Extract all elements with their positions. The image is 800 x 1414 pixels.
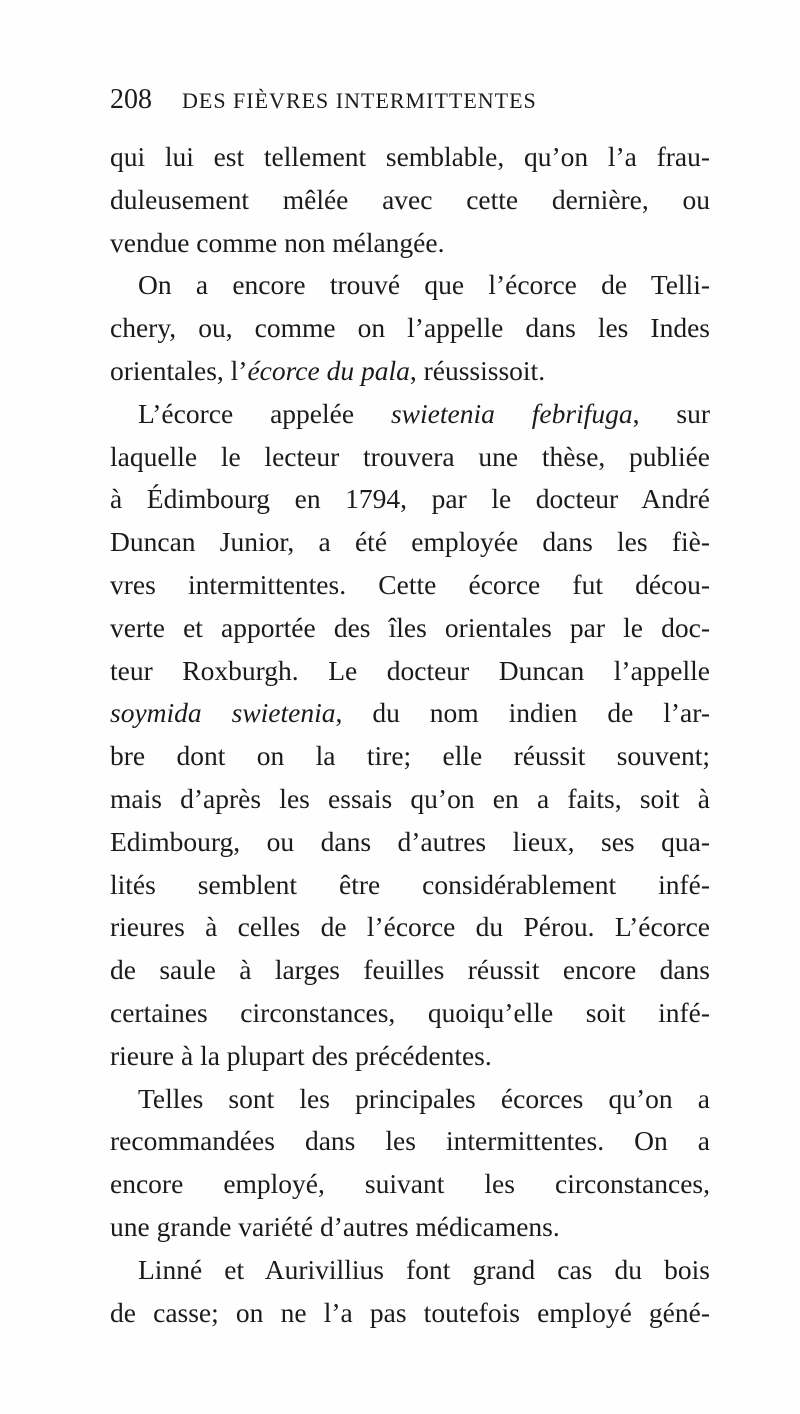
text-line: On a encore trouvé que l’écorce de Telli- <box>138 269 710 301</box>
text-line: duleusement mêlée avec cette dernière, ou <box>110 183 710 215</box>
italic-term: soymida swietenia <box>110 697 336 729</box>
text-line: Linné et Aurivillius font grand cas du bois <box>138 1253 710 1285</box>
text-line: rieure à la plupart des précédentes. <box>110 1039 492 1071</box>
text-line: lités semblent être considérablement infé- <box>110 868 710 900</box>
page-header <box>110 84 670 124</box>
text-line: vres intermittentes. Cette écorce fut décou- <box>110 568 710 600</box>
text-line: Telles sont les principales écorces qu’on a <box>138 1082 710 1114</box>
text-line: Edimbourg, ou dans d’autres lieux, ses qua- <box>110 825 710 857</box>
text-line: vendue comme non mélangée. <box>110 226 445 258</box>
text-line: à Édimbourg en 1794, par le docteur André <box>110 483 710 515</box>
text-line: rieures à celles de l’écorce du Pérou. L’écorce <box>110 911 710 943</box>
page-number: 208 <box>110 84 152 115</box>
text-line: une grande variété d’autres médicamens. <box>110 1210 560 1242</box>
text-line: chery, ou, comme on l’appelle dans les Indes <box>110 312 710 344</box>
text-line: Duncan Junior, a été employée dans les fiè- <box>110 526 710 558</box>
text-line: recommandées dans les intermittentes. On a <box>110 1125 710 1157</box>
text-line: soymida swietenia, du nom indien de l’ar- <box>110 697 710 729</box>
text-line: orientales, l’écorce du pala, réussissoit. <box>110 354 546 386</box>
text-line: certaines circonstances, quoiqu’elle soit infé- <box>110 996 710 1028</box>
text-line: verte et apportée des îles orientales par le doc- <box>110 611 710 643</box>
text-line: qui lui est tellement semblable, qu’on l’a frau- <box>110 141 710 172</box>
body-text <box>110 136 710 1334</box>
text-line: laquelle le lecteur trouvera une thèse, publiée <box>110 440 710 472</box>
text-line: de saule à larges feuilles réussit encore dans <box>110 954 710 986</box>
text-line: mais d’après les essais qu’on en a faits, soit à <box>110 782 710 814</box>
text-line: teur Roxburgh. Le docteur Duncan l’appelle <box>110 654 710 686</box>
italic-term: écorce du pala <box>247 354 410 386</box>
text-line: de casse; on ne l’a pas toutefois employé géné- <box>110 1296 710 1328</box>
running-head: DES FIÈVRES INTERMITTENTES <box>182 88 537 113</box>
text-line: encore employé, suivant les circonstances, <box>110 1168 710 1200</box>
text-line: bre dont on la tire; elle réussit souvent; <box>110 740 710 772</box>
italic-term: swietenia febrifuga <box>390 397 633 429</box>
text-line: L’écorce appelée swietenia febrifuga, sur <box>138 397 710 429</box>
